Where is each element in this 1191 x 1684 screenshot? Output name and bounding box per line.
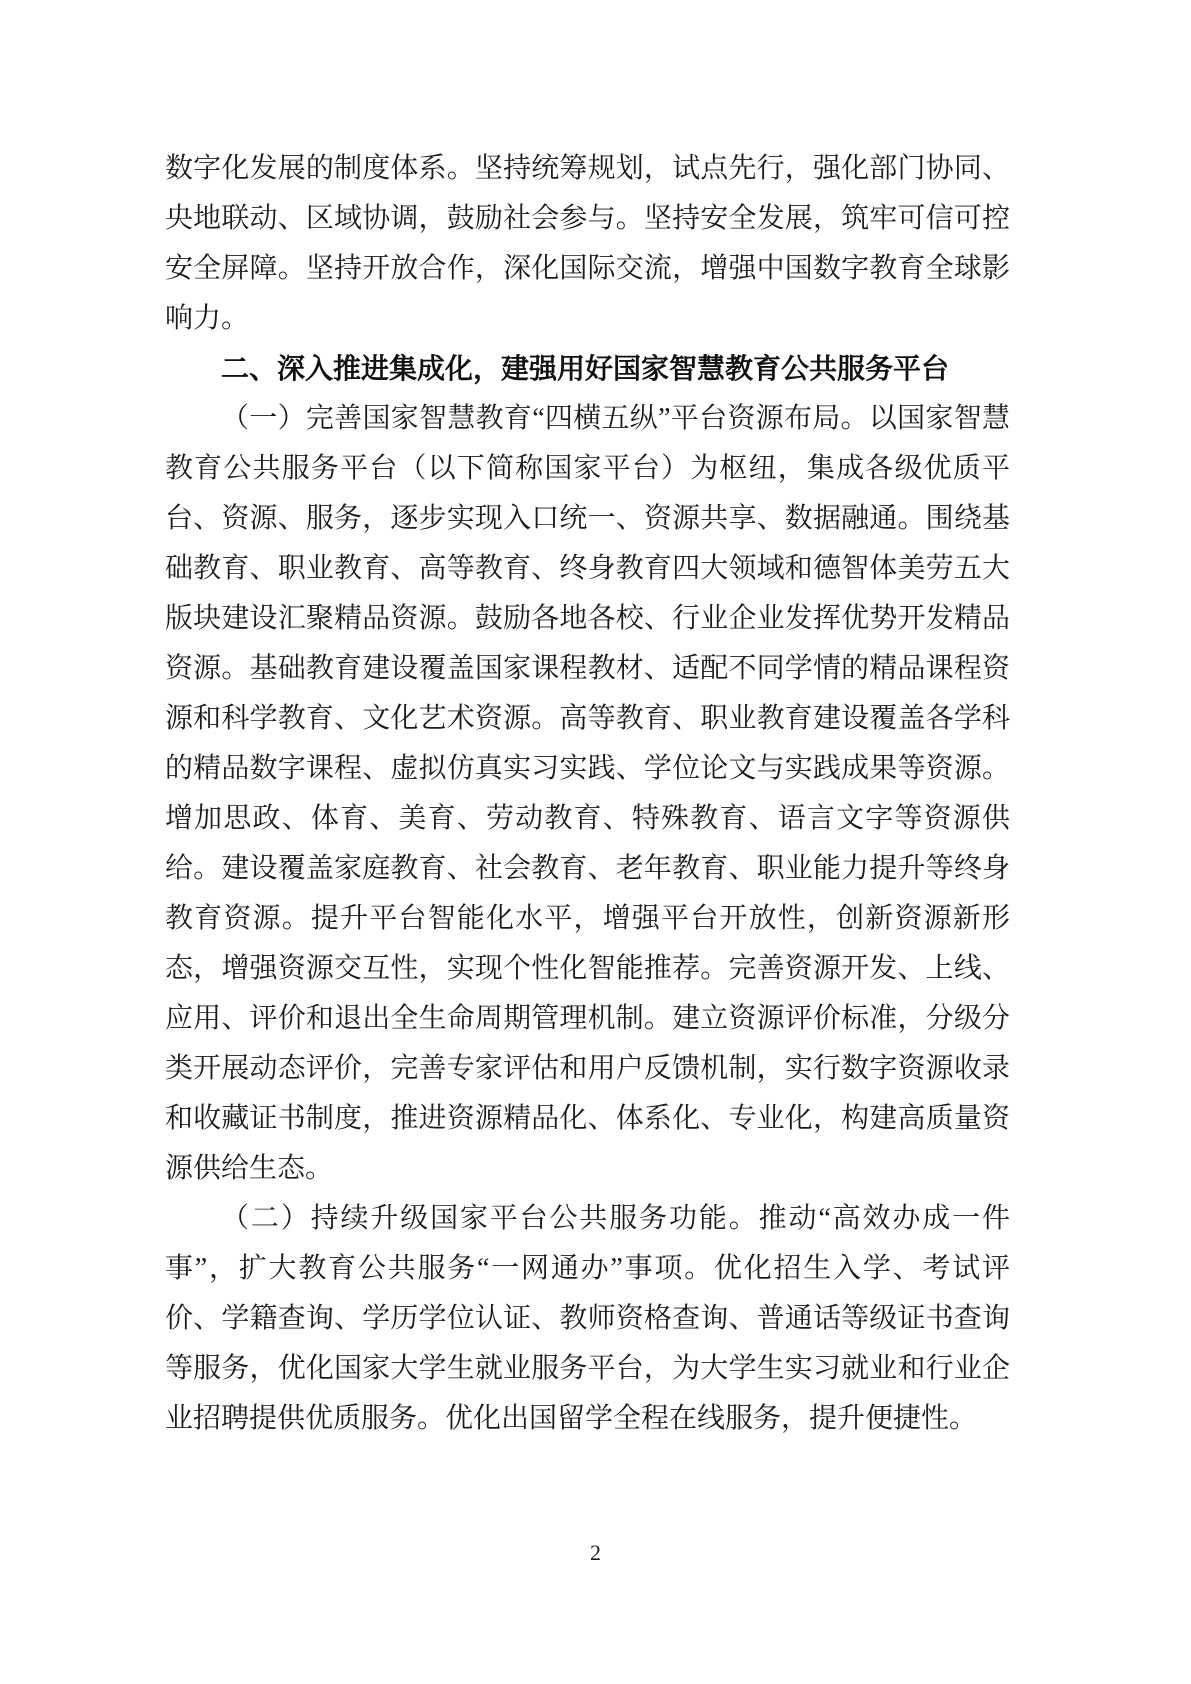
- paragraph-item-1: （一）完善国家智慧教育“四横五纵”平台资源布局。以国家智慧教育公共服务平台（以下简称国家平台）为枢纽，集成各级优质平台、资源、服务，逐步实现入口统一、资源共享、数据融通。围绕基础教育、职业教育、高等教育、终身教育四大领域和德智体美劳五大版块建设汇聚精品资源。鼓励各地各校、行业企业发挥优势开发精品资源。基础教育建设覆盖国家课程教材、适配不同学情的精品课程资源和科学教育、文化艺术资源。高等教育、职业教育建设覆盖各学科的精品数字课程、虚拟仿真实习实践、学位论文与实践成果等资源。增加思政、体育、美育、劳动教育、特殊教育、语言文字等资源供给。建设覆盖家庭教育、社会教育、老年教育、职业能力提升等终身教育资源。提升平台智能化水平，增强平台开放性，创新资源新形态，增强资源交互性，实现个性化智能推荐。完善资源开发、上线、应用、评价和退出全生命周期管理机制。建立资源评价标准，分级分类开展动态评价，完善专家评估和用户反馈机制，实行数字资源收录和收藏证书制度，推进资源精品化、体系化、专业化，构建高质量资源供给生态。: [165, 403, 1010, 1184]
- page-number: 2: [590, 1540, 601, 1565]
- page-footer: [0, 1540, 1191, 1566]
- paragraph-item-2: （二）持续升级国家平台公共服务功能。推动“高效办成一件事”，扩大教育公共服务“一网通办”事项。优化招生入学、考试评价、学籍查询、学历学位认证、教师资格查询、普通话等级证书查询等服务，优化国家大学生就业服务平台，为大学生实习就业和行业企业招聘提供优质服务。优化出国留学全程在线服务，提升便捷性。: [165, 1203, 1010, 1434]
- section-heading: 二、深入推进集成化，建强用好国家智慧教育公共服务平台: [221, 353, 950, 384]
- document-body: [165, 144, 1010, 1444]
- paragraph-continuation: 数字化发展的制度体系。坚持统筹规划，试点先行，强化部门协同、央地联动、区域协调，鼓励社会参与。坚持安全发展，筑牢可信可控安全屏障。坚持开放合作，深化国际交流，增强中国数字教育全球影响力。: [165, 153, 1010, 334]
